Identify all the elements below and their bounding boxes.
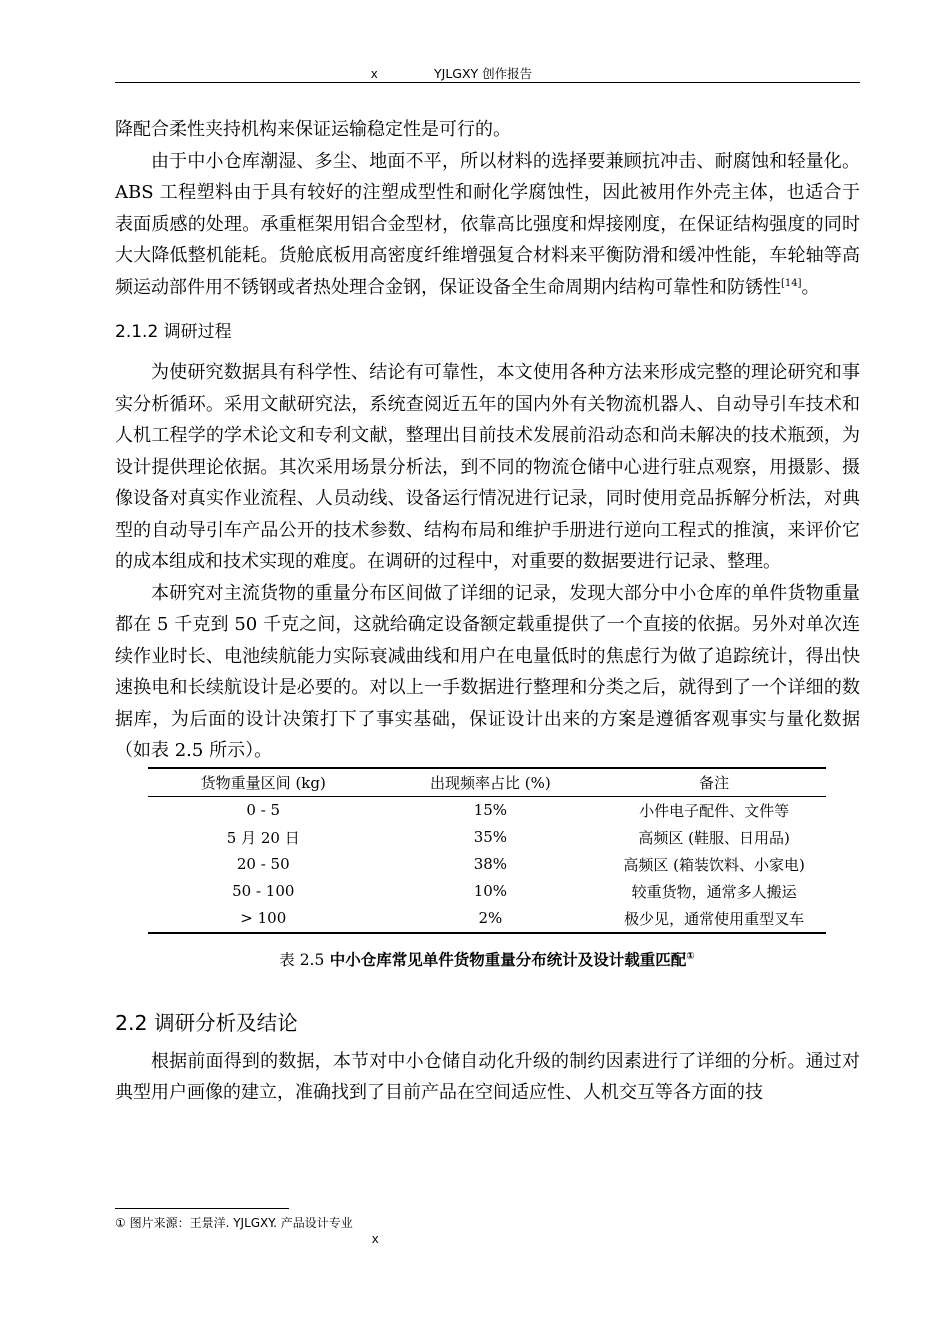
footer-mark: x [372, 1231, 379, 1246]
table-header-cell: 出现频率占比 (%) [379, 768, 603, 797]
paragraph-materials-end: 。 [801, 276, 820, 298]
table-cell: > 100 [148, 905, 379, 933]
table-caption [148, 948, 826, 970]
weight-distribution-table [148, 767, 826, 934]
paragraph-materials-text: 由于中小仓库潮湿、多尘、地面不平，所以材料的选择要兼顾抗冲击、耐腐蚀和轻量化。ABS 工程塑料由于具有较好的注塑成型性和耐化学腐蚀性，因此被用作外壳主体，也适合于表面质感的处理。承重框架用铝合金型材，依靠高比强度和焊接刚度，在保证结构强度的同时大大降低整机能耗。货舱底板用高密度纤维增强复合材料来平衡防滑和缓冲性能，车轮轴等高频运动部件用不锈钢或者热处理合金钢，保证设备全生命周期内结构可靠性和防锈性 [115, 150, 860, 298]
section-heading-2-1-2: 2.1.2 调研过程 [115, 322, 232, 342]
paragraph-continuation: 降配合柔性夹持机构来保证运输稳定性是可行的。 [115, 119, 511, 140]
footnote-ref: ① [686, 950, 695, 962]
page-body [115, 114, 860, 1109]
table-row [148, 824, 826, 851]
table-cell: 小件电子配件、文件等 [639, 801, 790, 820]
paragraph-analysis: 根据前面得到的数据，本节对中小仓储自动化升级的制约因素进行了详细的分析。通过对典型用户画像的建立，准确找到了目前产品在空间适应性、人机交互等各方面的技 [115, 1050, 860, 1103]
page-header [115, 62, 860, 83]
table-cell: 35% [473, 828, 508, 846]
table-cell: 较重货物，通常多人搬运 [631, 882, 797, 901]
table-caption-text: 中小仓库常见单件货物重量分布统计及设计载重匹配 [324, 950, 687, 969]
citation-ref: [14] [781, 277, 802, 289]
footnote-divider [115, 1208, 289, 1209]
paragraph-methods: 为使研究数据具有科学性、结论有可靠性，本文使用各种方法来形成完整的理论研究和事实分析循环。采用文献研究法，系统查阅近五年的国内外有关物流机器人、自动导引车技术和人机工程学的学术论文和专利文献，整理出目前技术发展前沿动态和尚未解决的技术瓶颈，为设计提供理论依据。其次采用场景分析法，到不同的物流仓储中心进行驻点观察，用摄影、摄像设备对真实作业流程、人员动线、设备运行情况进行记录，同时使用竞品拆解分析法，对典型的自动导引车产品公开的技术参数、结构布局和维护手册进行逆向工程式的推演，来评价它的成本组成和技术实现的难度。在调研的过程中，对重要的数据要进行记录、整理。 [115, 362, 860, 572]
table-header-cell: 货物重量区间 (kg) [148, 768, 379, 797]
table-cell: 高频区 (箱装饮料、小家电) [623, 855, 805, 874]
weight-distribution-table-wrapper [148, 767, 826, 970]
table-caption-number: 表 2.5 [279, 950, 325, 969]
table-header-row [148, 768, 826, 797]
table-cell: 50 - 100 [232, 882, 295, 900]
table-row [148, 905, 826, 933]
table-header-cell: 备注 [602, 768, 826, 797]
paragraph-weight-study: 本研究对主流货物的重量分布区间做了详细的记录，发现大部分中小仓库的单件货物重量都在 5 千克到 50 千克之间，这就给确定设备额定载重提供了一个直接的依据。另外对单次连续作业时长、电池续航能力实际衰减曲线和用户在电量低时的焦虑行为做了追踪统计，得出快速换电和长续航设计是必要的。对以上一手数据进行整理和分类之后，就得到了一个详细的数据库，为后面的设计决策打下了事实基础，保证设计出来的方案是遵循客观事实与量化数据（如表 2.5 所示）。 [115, 582, 860, 761]
section-heading-2-2: 2.2 调研分析及结论 [115, 1010, 298, 1035]
table-cell: 高频区 (鞋服、日用品) [638, 828, 790, 847]
header-mark: x [371, 66, 378, 81]
table-cell: 38% [473, 855, 508, 873]
footnote-text: ① 图片来源：王景洋. YJLGXY. 产品设计专业 [115, 1216, 353, 1230]
table-cell: 15% [473, 801, 508, 819]
paragraph-materials [115, 146, 860, 304]
table-cell: 10% [473, 882, 508, 900]
table-cell: 5 月 20 日 [226, 828, 300, 847]
table-row [148, 796, 826, 824]
table-cell: 0 - 5 [246, 801, 281, 819]
table-cell: 20 - 50 [236, 855, 290, 873]
table-row [148, 851, 826, 878]
header-title: YJLGXY 创作报告 [434, 66, 533, 81]
table-cell: 2% [379, 905, 603, 933]
table-cell: 极少见，通常使用重型叉车 [602, 905, 826, 933]
table-row [148, 878, 826, 905]
